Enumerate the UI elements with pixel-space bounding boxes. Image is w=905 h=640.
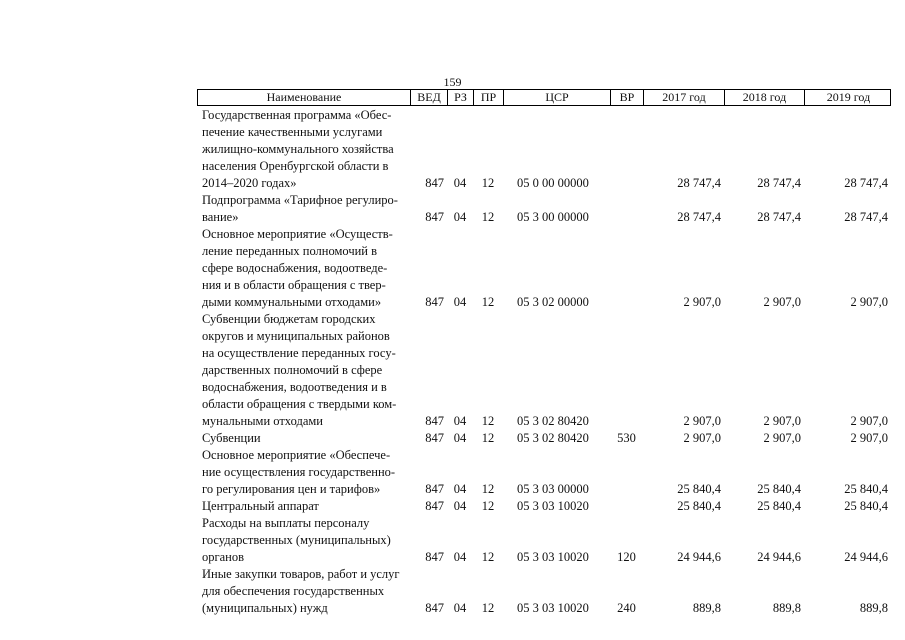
row-ved: 847 (425, 431, 444, 445)
header-2019: 2019 год (826, 90, 871, 104)
row-rz: 04 (453, 550, 467, 564)
table-row (197, 515, 891, 566)
row-pr: 12 (481, 414, 495, 428)
row-pr: 12 (481, 550, 495, 564)
page-number: 159 (443, 75, 462, 89)
header-csr: ЦСР (504, 90, 611, 105)
row-2019: 24 944,6 (844, 550, 888, 564)
row-ved: 847 (425, 499, 444, 513)
row-ved: 847 (425, 482, 444, 496)
row-name: Субвенции (202, 431, 261, 445)
row-rz: 04 (453, 176, 467, 190)
table-row (197, 447, 891, 498)
header-2018: 2018 год (725, 90, 805, 105)
row-csr: 05 3 00 00000 (517, 210, 589, 224)
table-row (197, 430, 891, 447)
row-name: Подпрограмма «Тарифное регулиро- вание» (202, 193, 398, 224)
row-rz: 04 (453, 499, 467, 513)
row-2017: 2 907,0 (683, 431, 721, 445)
header-name: Наименование (198, 90, 411, 105)
row-pr: 12 (481, 176, 495, 190)
table-row (197, 498, 891, 515)
row-name: Центральный аппарат (202, 499, 319, 513)
row-pr: 12 (481, 499, 495, 513)
row-rz: 04 (453, 431, 467, 445)
row-csr: 05 0 00 00000 (517, 176, 589, 190)
table-body (197, 107, 891, 617)
row-name: Иные закупки товаров, работ и услуг для обеспечения государственных (муниципальных) нужд (202, 567, 400, 615)
header-ved: ВЕД (411, 90, 448, 105)
row-ved: 847 (425, 210, 444, 224)
row-2017: 28 747,4 (677, 210, 721, 224)
row-name: Расходы на выплаты персоналу государственных (муниципальных) органов (202, 516, 391, 564)
row-csr: 05 3 03 10020 (517, 601, 589, 615)
row-2019: 28 747,4 (844, 176, 888, 190)
row-pr: 12 (481, 210, 495, 224)
row-2018: 2 907,0 (763, 431, 801, 445)
header-rz: РЗ (448, 90, 474, 105)
row-csr: 05 3 02 80420 (517, 431, 589, 445)
row-2017: 25 840,4 (677, 499, 721, 513)
row-ved: 847 (425, 550, 444, 564)
row-csr: 05 3 02 00000 (517, 295, 589, 309)
row-2017: 24 944,6 (677, 550, 721, 564)
row-2017: 25 840,4 (677, 482, 721, 496)
row-2017: 2 907,0 (683, 295, 721, 309)
header-vr: ВР (611, 90, 644, 105)
header-2017: 2017 год (644, 90, 725, 105)
table-row (197, 311, 891, 430)
row-pr: 12 (481, 295, 495, 309)
row-vr: 120 (617, 550, 636, 564)
row-name: Основное мероприятие «Обеспече- ние осуществления государственно- го регулирования цен и тарифов» (202, 448, 396, 496)
row-ved: 847 (425, 414, 444, 428)
row-ved: 847 (425, 176, 444, 190)
row-csr: 05 3 03 00000 (517, 482, 589, 496)
row-csr: 05 3 03 10020 (517, 550, 589, 564)
row-ved: 847 (425, 601, 444, 615)
row-rz: 04 (453, 210, 467, 224)
row-2018: 28 747,4 (757, 176, 801, 190)
row-2017: 2 907,0 (683, 414, 721, 428)
row-2018: 25 840,4 (757, 482, 801, 496)
row-pr: 12 (481, 482, 495, 496)
row-rz: 04 (453, 601, 467, 615)
row-name: Субвенции бюджетам городских округов и муниципальных районов на осуществление переданных госу- дарственных полномочий в сфере водоснабжения, водоотведения и в области обращения с твердыми ком- мунальными отходами (202, 312, 397, 428)
row-csr: 05 3 02 80420 (517, 414, 589, 428)
row-2017: 889,8 (692, 601, 721, 615)
row-vr: 240 (617, 601, 636, 615)
row-ved: 847 (425, 295, 444, 309)
table-header (197, 89, 891, 106)
row-rz: 04 (453, 482, 467, 496)
row-rz: 04 (453, 295, 467, 309)
row-name: Основное мероприятие «Осуществ- ление переданных полномочий в сфере водоснабжения, водоотведе- ния и в области обращения с твер- дыми коммунальными отходами» (202, 227, 393, 309)
row-2018: 2 907,0 (763, 295, 801, 309)
row-2018: 24 944,6 (757, 550, 801, 564)
row-name: Государственная программа «Обес- печение качественными услугами жилищно-коммунального хозяйства населения Оренбургской области в 2014–2020 годах» (202, 108, 394, 190)
table-row (197, 566, 891, 617)
row-2019: 2 907,0 (850, 431, 888, 445)
row-2018: 889,8 (772, 601, 801, 615)
row-2019: 889,8 (859, 601, 888, 615)
row-2019: 25 840,4 (844, 499, 888, 513)
row-2018: 25 840,4 (757, 499, 801, 513)
row-pr: 12 (481, 601, 495, 615)
row-2019: 2 907,0 (850, 414, 888, 428)
row-2018: 2 907,0 (763, 414, 801, 428)
header-pr: ПР (474, 90, 504, 105)
row-pr: 12 (481, 431, 495, 445)
table-row (197, 226, 891, 311)
row-csr: 05 3 03 10020 (517, 499, 589, 513)
row-2017: 28 747,4 (677, 176, 721, 190)
row-2018: 28 747,4 (757, 210, 801, 224)
row-2019: 28 747,4 (844, 210, 888, 224)
table-row (197, 192, 891, 226)
row-vr: 530 (617, 431, 636, 445)
row-rz: 04 (453, 414, 467, 428)
row-2019: 2 907,0 (850, 295, 888, 309)
row-2019: 25 840,4 (844, 482, 888, 496)
table-row (197, 107, 891, 192)
